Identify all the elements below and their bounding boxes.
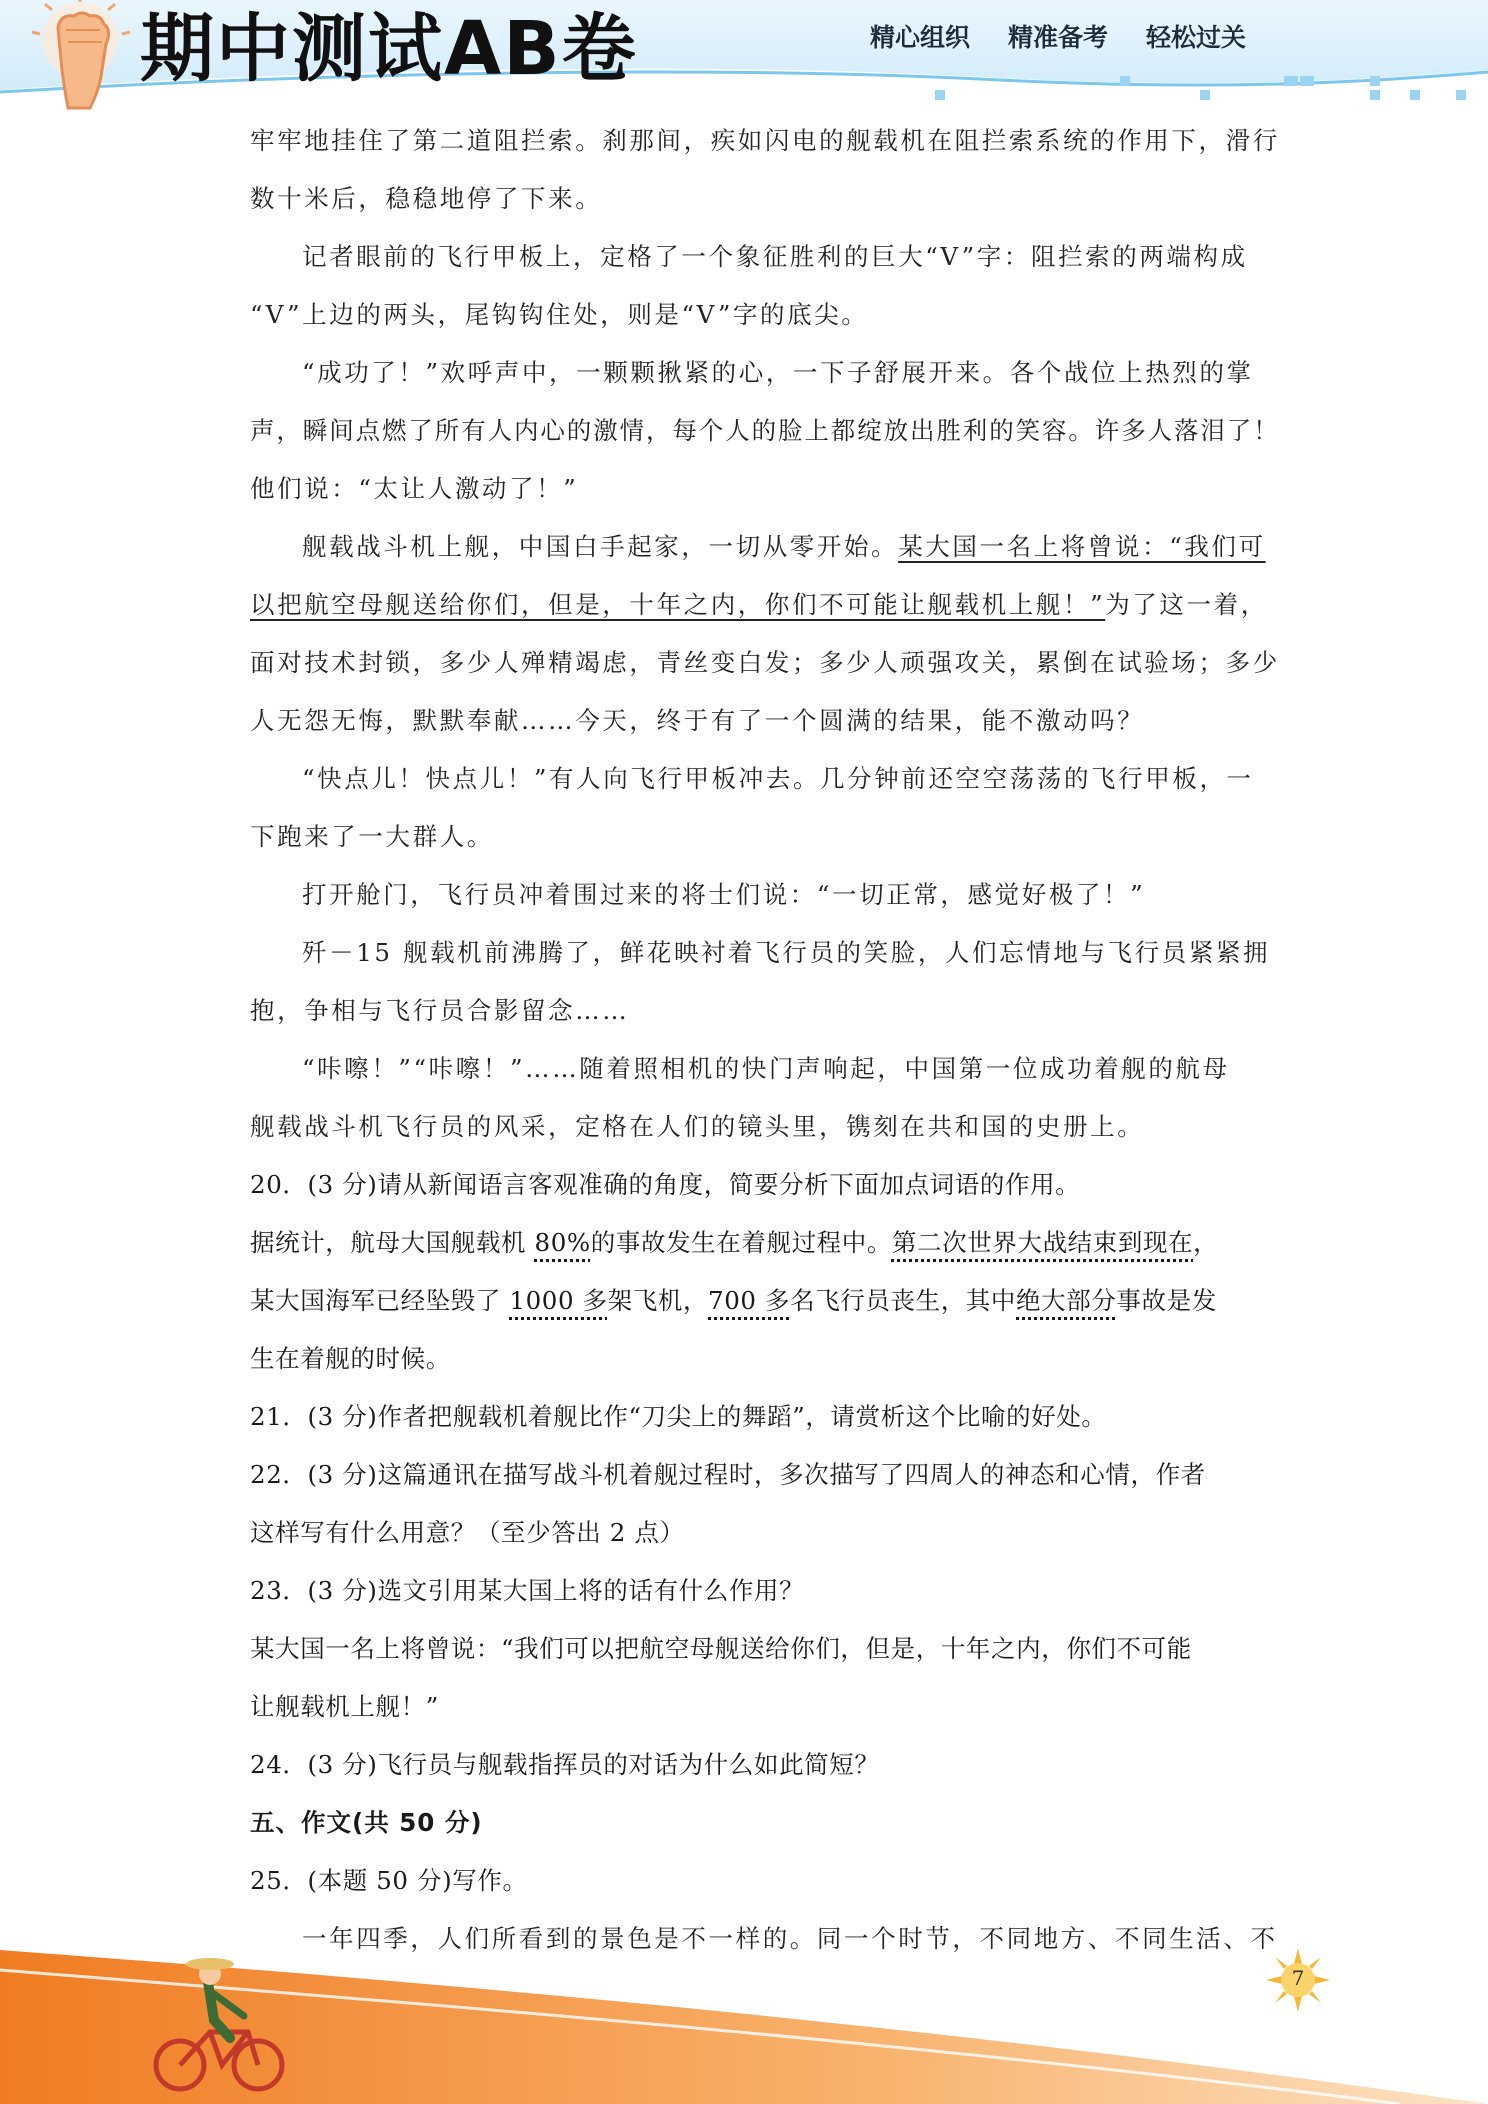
passage-line: 牢牢地挂住了第二道阻拦索。刹那间，疾如闪电的舰载机在阻拦索系统的作用下，滑行 bbox=[250, 126, 1280, 155]
passage-line bbox=[302, 530, 1266, 564]
passage-line: “咔嚓！”“咔嚓！”……随着照相机的快门声响起，中国第一位成功着舰的航母 bbox=[302, 1054, 1230, 1083]
dotted-word: 700 多 bbox=[708, 1286, 791, 1315]
passage-text: 舰载战斗机上舰，中国白手起家，一切从零开始。 bbox=[302, 532, 899, 561]
section-heading: 五、作文(共 50 分) bbox=[250, 1808, 483, 1837]
question-20-excerpt: 生在着舰的时候。 bbox=[250, 1344, 451, 1373]
question-22-cont: 这样写有什么用意？（至少答出 2 点） bbox=[250, 1518, 685, 1547]
question-23-excerpt: 让舰载机上舰！” bbox=[250, 1692, 439, 1721]
underlined-quote: 某大国一名上将曾说：“我们可 bbox=[898, 532, 1266, 561]
question-20-excerpt bbox=[250, 1284, 1217, 1318]
passage-line: 记者眼前的飞行甲板上，定格了一个象征胜利的巨大“V”字：阻拦索的两端构成 bbox=[302, 242, 1248, 271]
passage-line: 打开舱门，飞行员冲着围过来的将士们说：“一切正常，感觉好极了！” bbox=[302, 880, 1146, 909]
excerpt-text: ， bbox=[1193, 1228, 1219, 1257]
passage-line bbox=[250, 588, 1268, 622]
excerpt-text: 据统计，航母大国舰载机 bbox=[250, 1228, 535, 1257]
passage-line: 歼－15 舰载机前沸腾了，鲜花映衬着飞行员的笑脸，人们忘情地与飞行员紧紧拥 bbox=[302, 938, 1271, 967]
dotted-word: 第二次世界大战结束到现在 bbox=[891, 1228, 1194, 1257]
cyclist-icon bbox=[150, 1950, 290, 2100]
passage-line: “成功了！”欢呼声中，一颗颗揪紧的心，一下子舒展开来。各个战位上热烈的掌 bbox=[302, 358, 1254, 387]
passage-line: 舰载战斗机飞行员的风采，定格在人们的镜头里，镌刻在共和国的史册上。 bbox=[250, 1112, 1145, 1141]
question-24: 24．(3 分)飞行员与舰载指挥员的对话为什么如此简短？ bbox=[250, 1750, 880, 1779]
passage-text: 为了这一着， bbox=[1105, 590, 1268, 619]
question-22: 22．(3 分)这篇通讯在描写战斗机着舰过程时，多次描写了四周人的神态和心情，作者 bbox=[250, 1460, 1206, 1489]
passage-line: 抱，争相与飞行员合影留念…… bbox=[250, 996, 630, 1025]
slogan-1: 精心组织 bbox=[870, 23, 971, 52]
page-number: 7 bbox=[1291, 1966, 1305, 1990]
header-slogans bbox=[870, 18, 1246, 54]
passage-line: 数十米后，稳稳地停了下来。 bbox=[250, 184, 603, 213]
excerpt-text: 名飞行员丧生，其中 bbox=[790, 1286, 1017, 1315]
question-25-prompt: 一年四季，人们所看到的景色是不一样的。同一个时节，不同地方、不同生活、不 bbox=[302, 1924, 1278, 1953]
passage-line: 下跑来了一大群人。 bbox=[250, 822, 494, 851]
passage-line: 面对技术封锁，多少人殚精竭虑，青丝变白发；多少人顽强攻关，累倒在试验场；多少 bbox=[250, 648, 1280, 677]
slogan-3: 轻松过关 bbox=[1146, 23, 1247, 52]
question-25: 25．(本题 50 分)写作。 bbox=[250, 1866, 528, 1895]
excerpt-text: 某大国海军已经坠毁了 bbox=[250, 1286, 510, 1315]
excerpt-text: 架飞机， bbox=[607, 1286, 709, 1315]
passage-line: 人无怨无悔，默默奉献……今天，终于有了一个圆满的结果，能不激动吗？ bbox=[250, 706, 1145, 735]
slogan-2: 精准备考 bbox=[1008, 23, 1109, 52]
excerpt-text: 事故是发 bbox=[1116, 1286, 1217, 1315]
passage-line: “V”上边的两头，尾钩钩住处，则是“V”字的底尖。 bbox=[250, 300, 869, 329]
excerpt-text: 的事故发生在着舰过程中。 bbox=[590, 1228, 892, 1257]
dotted-word: 80% bbox=[534, 1228, 591, 1257]
passage-line: 声，瞬间点燃了所有人内心的激情，每个人的脸上都绽放出胜利的笑容。许多人落泪了！ bbox=[250, 416, 1280, 445]
header-title: 期中测试AB卷 bbox=[140, 6, 638, 92]
passage-line: 他们说：“太让人激动了！” bbox=[250, 474, 579, 503]
underlined-quote: 以把航空母舰送给你们，但是，十年之内，你们不可能让舰载机上舰！” bbox=[250, 590, 1106, 619]
question-20-excerpt bbox=[250, 1226, 1218, 1260]
question-23-excerpt: 某大国一名上将曾说：“我们可以把航空母舰送给你们，但是，十年之内，你们不可能 bbox=[250, 1634, 1192, 1663]
question-23: 23．(3 分)选文引用某大国上将的话有什么作用？ bbox=[250, 1576, 805, 1605]
question-21: 21．(3 分)作者把舰载机着舰比作“刀尖上的舞蹈”，请赏析这个比喻的好处。 bbox=[250, 1402, 1107, 1431]
dotted-word: 1000 多 bbox=[509, 1286, 608, 1315]
dotted-word: 绝大部分 bbox=[1016, 1286, 1117, 1315]
question-20: 20．(3 分)请从新闻语言客观准确的角度，简要分析下面加点词语的作用。 bbox=[250, 1170, 1081, 1199]
passage-line: “快点儿！快点儿！”有人向飞行甲板冲去。几分钟前还空空荡荡的飞行甲板，一 bbox=[302, 764, 1254, 793]
page-header bbox=[0, 0, 1488, 110]
header-decor-dots bbox=[0, 76, 1488, 96]
